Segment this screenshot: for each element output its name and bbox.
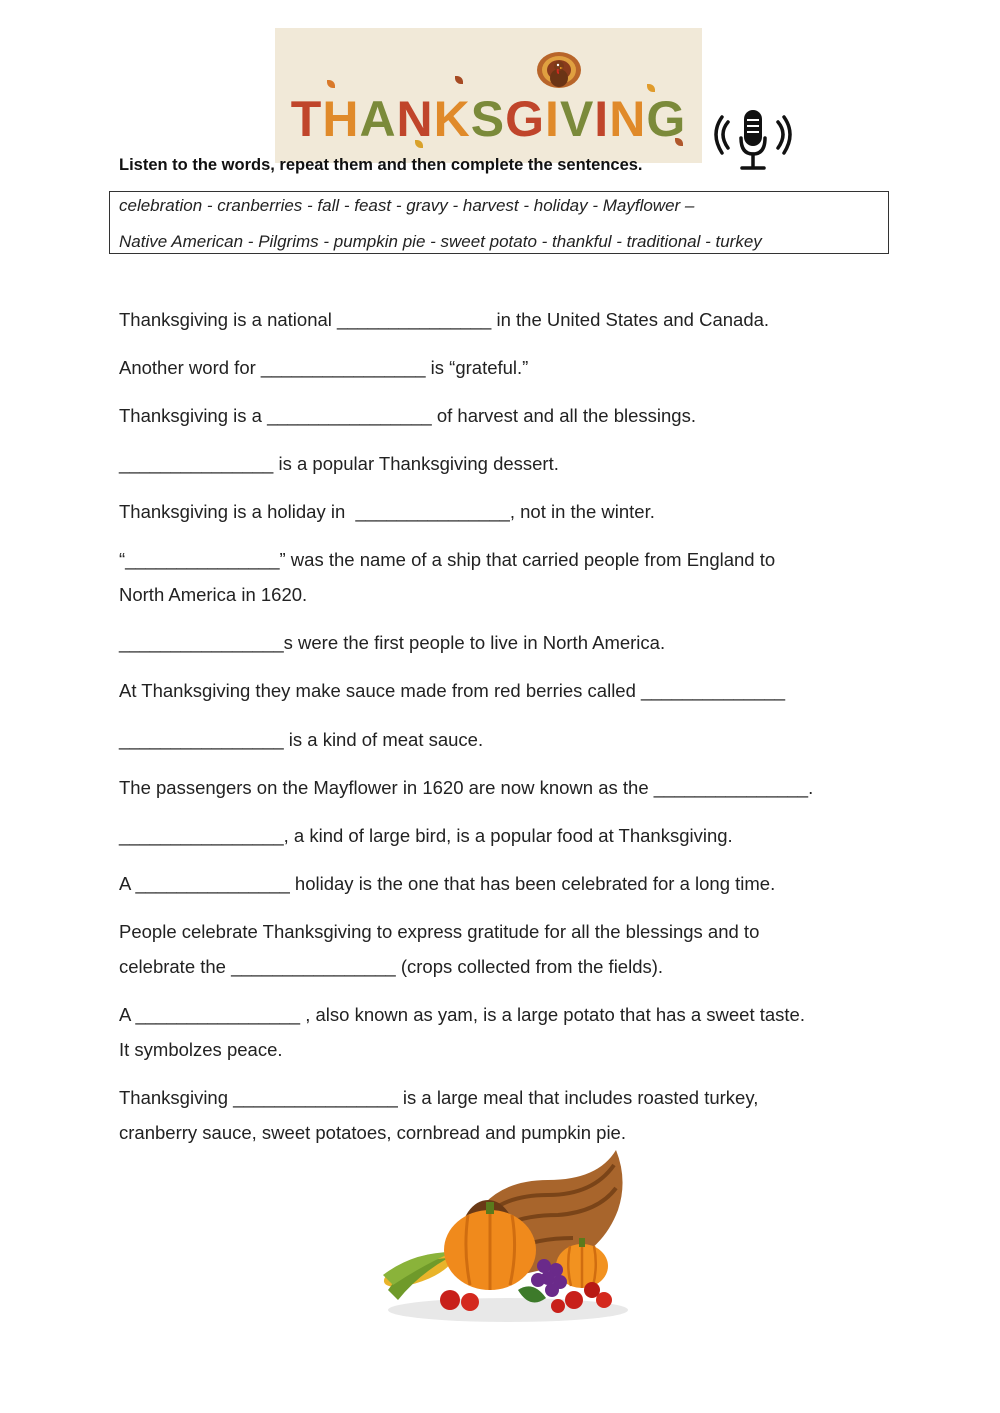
sentence-8: At Thanksgiving they make sauce made from red berries called ______________ [119,680,786,701]
sentence-11: ________________, a kind of large bird, is a popular food at Thanksgiving. [119,825,733,846]
sentence-14-continued: It symbolzes peace. [119,1039,283,1060]
sentence-7: ________________s were the first people to live in North America. [119,632,666,653]
sentence-4: _______________ is a popular Thanksgiving dessert. [119,453,559,474]
sentence-5: Thanksgiving is a holiday in _______________, not in the winter. [119,501,655,522]
sentence-6: “_______________” was the name of a ship that carried people from England to [119,549,776,570]
word-bank [109,191,889,254]
sentence-2: Another word for ________________ is “grateful.” [119,357,529,378]
cornucopia-illustration [378,1140,640,1330]
thanksgiving-banner [275,28,702,163]
instruction-text: Listen to the words, repeat them and then complete the sentences. [119,156,643,174]
word-bank-line: celebration - cranberries - fall - feast - gravy - harvest - holiday - Mayflower – [119,196,695,215]
sentence-10: The passengers on the Mayflower in 1620 are now known as the _______________. [119,777,814,798]
banner-title: THANKSGIVING [290,91,687,147]
sentence-13: People celebrate Thanksgiving to express gratitude for all the blessings and to [119,921,760,942]
sentence-9: ________________ is a kind of meat sauce. [119,729,484,750]
microphone-icon[interactable] [714,108,792,174]
word-bank-line: Native American - Pilgrims - pumpkin pie - sweet potato - thankful - traditional - turkey [119,232,762,251]
sentence-6-continued: North America in 1620. [119,584,308,605]
sentence-14: A ________________ , also known as yam, is a large potato that has a sweet taste. [119,1004,805,1025]
leaf-decoration [327,80,335,88]
sentence-3: Thanksgiving is a ________________ of harvest and all the blessings. [119,405,696,426]
sentence-15-continued: cranberry sauce, sweet potatoes, cornbread and pumpkin pie. [119,1122,626,1143]
leaf-decoration [455,76,463,84]
sentence-12: A _______________ holiday is the one that has been celebrated for a long time. [119,873,776,894]
sentence-13-continued: celebrate the ________________ (crops collected from the fields). [119,956,664,977]
sentence-1: Thanksgiving is a national _______________ in the United States and Canada. [119,309,770,330]
sentence-15: Thanksgiving ________________ is a large meal that includes roasted turkey, [119,1087,759,1108]
turkey-icon [535,48,583,92]
